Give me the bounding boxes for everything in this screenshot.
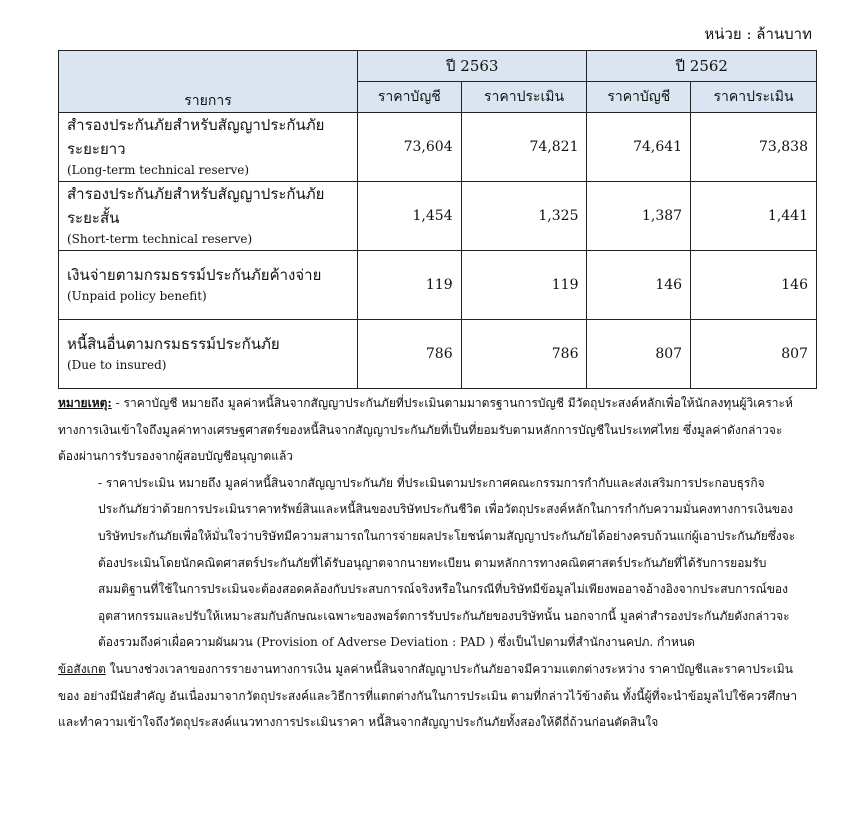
table-cell: 1,387 bbox=[587, 182, 691, 251]
year-header-2562: ปี 2562 bbox=[587, 51, 817, 82]
book-value-header-2562: ราคาบัญชี bbox=[587, 82, 691, 113]
table-cell: 119 bbox=[461, 251, 587, 320]
row-label-english: (Long-term technical reserve) bbox=[67, 162, 250, 177]
observation-text: ในบางช่วงเวลาของการรายงานทางการเงิน มูลค่าหนี้สินจากสัญญาประกันภัยอาจมีความแตกต่างระหว่าง ราคาบัญชีและราคาประเมินของ อย่างมีนัยสำคัญ อันเนื่องมาจากวัตถุประสงค์และวิธีการที่แตกต่างกันในการประเมิน ตามที่กล่าวไว้ข้างต้น ทั้งนี้ผู้ที่จะนำข้อมูลไปใช้ควรศึกษาและทำความเข้าใจถึงวัตถุประสงค์แนวทางการประเมินราคา หนี้สินจากสัญญาประกันภัยทั้งสองให้ดีถี่ถ้วนก่อนตัดสินใจ bbox=[58, 661, 798, 730]
table-cell: 1,454 bbox=[358, 182, 462, 251]
appraised-value-header-2563: ราคาประเมิน bbox=[461, 82, 587, 113]
notes-section bbox=[58, 390, 798, 736]
row-label-thai: เงินจ่ายตามกรมธรรม์ประกันภัยค้างจ่าย bbox=[67, 266, 322, 285]
appraised-value-header-2562: ราคาประเมิน bbox=[691, 82, 817, 113]
technical-reserve-table bbox=[58, 50, 817, 389]
table-cell: 786 bbox=[461, 320, 587, 389]
remark-paragraph bbox=[58, 390, 798, 470]
table-cell: 119 bbox=[358, 251, 462, 320]
table-row bbox=[59, 182, 817, 251]
table-cell: 807 bbox=[587, 320, 691, 389]
table-row bbox=[59, 251, 817, 320]
table-cell: 807 bbox=[691, 320, 817, 389]
row-label-thai: หนี้สินอื่นตามกรมธรรม์ประกันภัย bbox=[67, 335, 280, 354]
unit-label: หน่วย : ล้านบาท bbox=[704, 25, 812, 43]
observation-label: ข้อสังเกต bbox=[58, 661, 106, 676]
item-column-header: รายการ bbox=[59, 51, 358, 113]
row-label-english: (Due to insured) bbox=[67, 358, 167, 373]
remark-text-appraised-value: - ราคาประเมิน หมายถึง มูลค่าหนี้สินจากสัญญาประกันภัย ที่ประเมินตามประกาศคณะกรรมการกำกับและส่งเสริมการประกอบธุรกิจประกันภัยว่าด้วยการประเมินราคาทรัพย์สินและหนี้สินของบริษัทประกันชีวิต เพื่อวัตถุประสงค์หลักในการกำกับความมั่นคงทางการเงินของบริษัทประกันภัยเพื่อให้มั่นใจว่าบริษัทมีความสามารถในการจ่ายผลประโยชน์ตามสัญญาประกันภัยได้อย่างครบถ้วนแก่ผู้เอาประกันภัยซึ่งจะต้องประเมินโดยนักคณิตศาสตร์ประกันภัยที่ได้รับอนุญาตจากนายทะเบียน ตามหลักการทางคณิตศาสตร์ประกันภัยที่ได้รับการยอมรับ สมมติฐานที่ใช้ในการประเมินจะต้องสอดคล้องกับประสบการณ์จริงหรือในกรณีที่บริษัทมีข้อมูลไม่เพียงพออาจอ้างอิงจากประสบการณ์ของอุตสาหกรรมและปรับให้เหมาะสมกับลักษณะเฉพาะของพอร์ตการรับประกันภัยของบริษัทนั้น นอกจากนี้ มูลค่าสำรองประกันภัยดังกล่าวจะต้องรวมถึงค่าเผื่อความผันผวน (Provision of Adverse Deviation : PAD ) ซึ่งเป็นไปตามที่สำนักงานคปภ. กำหนด bbox=[98, 475, 796, 650]
row-label-english: (Unpaid policy benefit) bbox=[67, 289, 207, 304]
year-header-2563: ปี 2563 bbox=[358, 51, 587, 82]
table-cell: 74,821 bbox=[461, 113, 587, 182]
table-cell: 146 bbox=[691, 251, 817, 320]
table-row bbox=[59, 113, 817, 182]
table-cell: 786 bbox=[358, 320, 462, 389]
row-label-unpaid-benefit bbox=[59, 251, 358, 320]
row-label-english: (Short-term technical reserve) bbox=[67, 231, 253, 246]
table-cell: 1,325 bbox=[461, 182, 587, 251]
table-row bbox=[59, 320, 817, 389]
row-label-long-term bbox=[59, 113, 358, 182]
remark-label: หมายเหตุ: bbox=[58, 396, 112, 410]
table-cell: 1,441 bbox=[691, 182, 817, 251]
book-value-header-2563: ราคาบัญชี bbox=[358, 82, 462, 113]
table-cell: 73,838 bbox=[691, 113, 817, 182]
table-cell: 73,604 bbox=[358, 113, 462, 182]
table-cell: 74,641 bbox=[587, 113, 691, 182]
row-label-thai: สำรองประกันภัยสำหรับสัญญาประกันภัยระยะยาว bbox=[67, 116, 325, 158]
table-cell: 146 bbox=[587, 251, 691, 320]
row-label-due-to-insured bbox=[59, 320, 358, 389]
row-label-short-term bbox=[59, 182, 358, 251]
remark-text-book-value: - ราคาบัญชี หมายถึง มูลค่าหนี้สินจากสัญญาประกันภัยที่ประเมินตามมาตรฐานการบัญชี มีวัตถุประสงค์หลักเพื่อให้นักลงทุนผู้วิเคราะห์ทางการเงินเข้าใจถึงมูลค่าทางเศรษฐศาสตร์ของหนี้สินจากสัญญาประกันภัยที่เป็นที่ยอมรับตามหลักการบัญชีในประเทศไทย ซึ่งมูลค่าดังกล่าวจะต้องผ่านการรับรองจากผู้สอบบัญชีอนุญาตแล้ว bbox=[58, 396, 793, 464]
row-label-thai: สำรองประกันภัยสำหรับสัญญาประกันภัยระยะสั้น bbox=[67, 185, 325, 227]
observation-paragraph bbox=[58, 656, 798, 736]
